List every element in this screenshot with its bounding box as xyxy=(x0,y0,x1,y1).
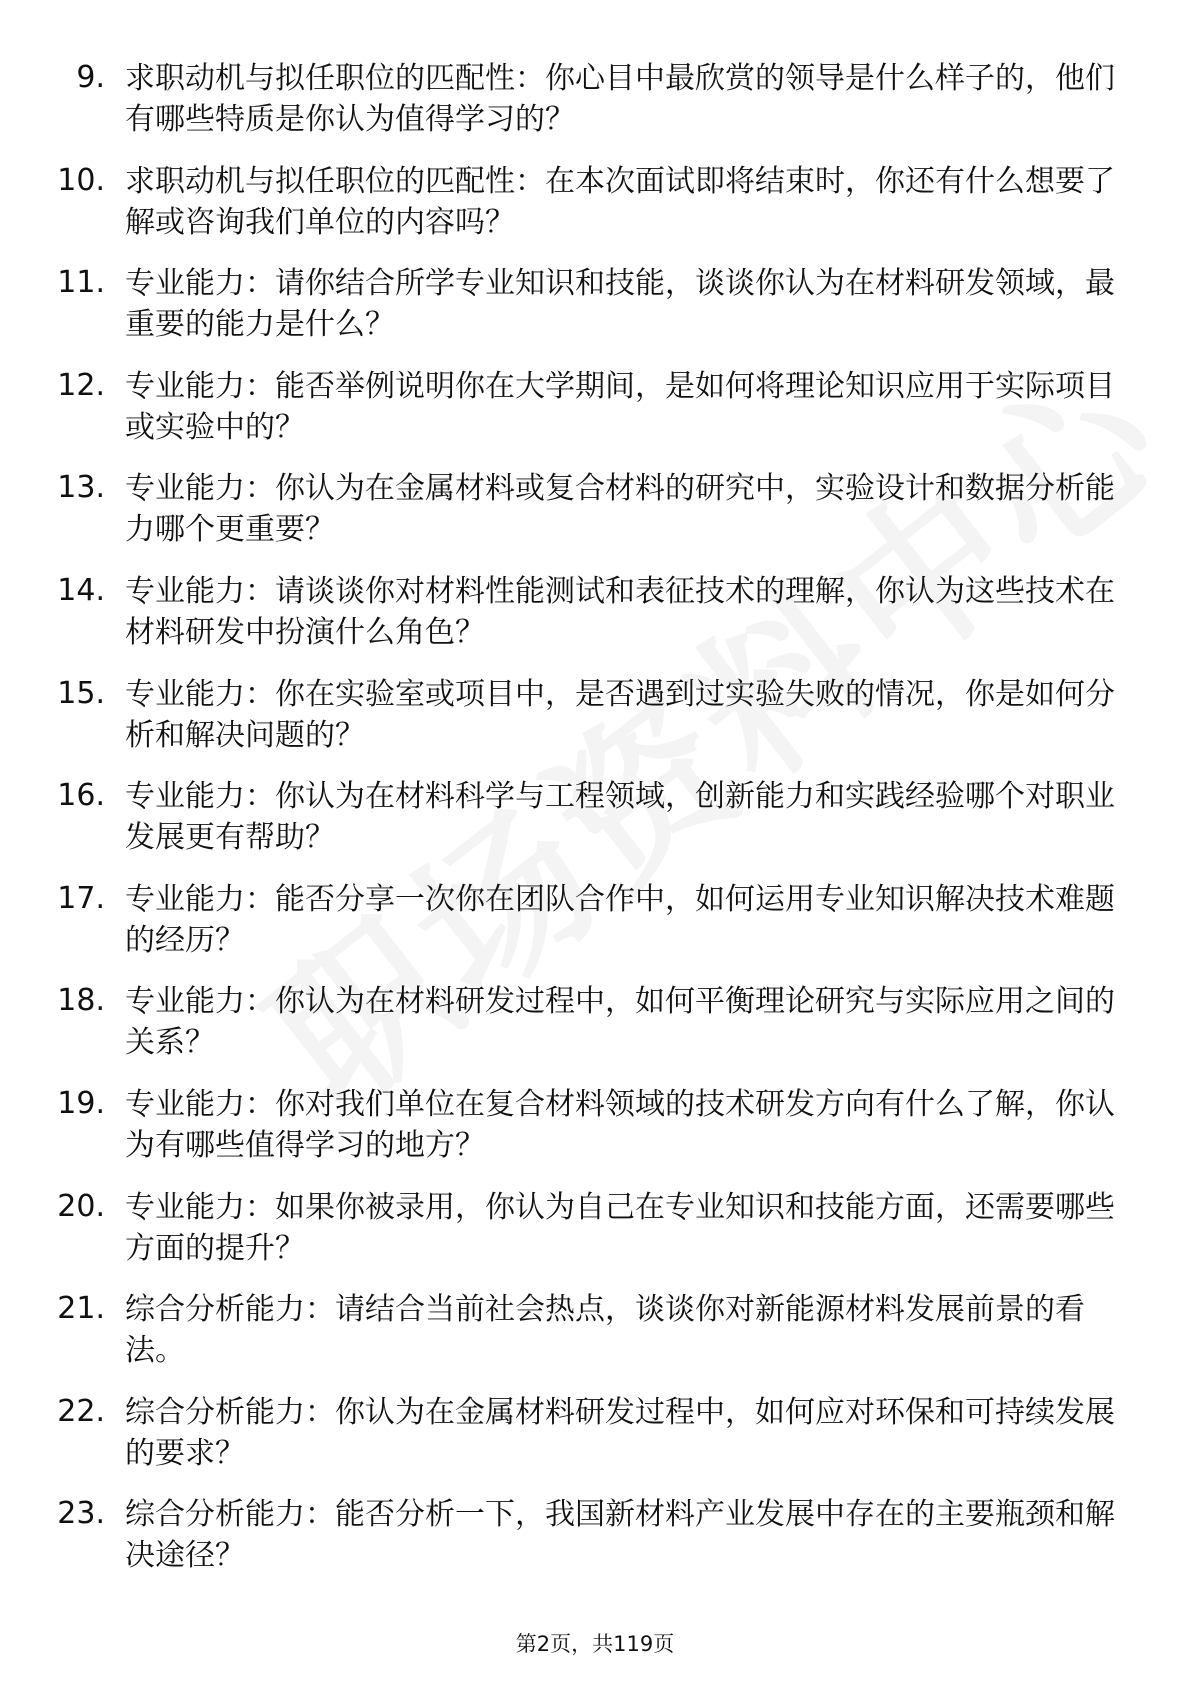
question-item xyxy=(0,1486,1190,1589)
question-number: 21. xyxy=(57,1291,105,1327)
question-text: 求职动机与拟任职位的匹配性：在本次面试即将结束时，你还有什么想要了解或咨询我们单位的内容吗？ xyxy=(125,163,1115,240)
question-number: 17. xyxy=(57,880,105,916)
question-text: 综合分析能力：你认为在金属材料研发过程中，如何应对环保和可持续发展的要求？ xyxy=(125,1394,1115,1471)
question-text: 专业能力：你认为在材料科学与工程领域，创新能力和实践经验哪个对职业发展更有帮助？ xyxy=(125,779,1115,856)
question-item xyxy=(0,1384,1190,1487)
question-item xyxy=(0,460,1190,563)
question-item xyxy=(0,153,1190,256)
question-item xyxy=(0,1076,1190,1179)
question-item xyxy=(0,1179,1190,1282)
question-number: 20. xyxy=(57,1188,105,1224)
question-text: 专业能力：你在实验室或项目中，是否遇到过实验失败的情况，你是如何分析和解决问题的？ xyxy=(125,676,1115,753)
question-number: 23. xyxy=(57,1496,105,1532)
question-number: 15. xyxy=(57,675,105,711)
question-number: 16. xyxy=(57,778,105,814)
question-text: 专业能力：你对我们单位在复合材料领域的技术研发方向有什么了解，你认为有哪些值得学习的地方？ xyxy=(125,1086,1115,1163)
question-list xyxy=(0,50,1190,1589)
question-number: 9. xyxy=(76,60,105,95)
question-item xyxy=(0,973,1190,1076)
question-item xyxy=(0,255,1190,358)
question-text: 专业能力：你认为在材料研发过程中，如何平衡理论研究与实际应用之间的关系？ xyxy=(125,984,1115,1061)
question-number: 13. xyxy=(57,470,105,506)
question-item xyxy=(0,666,1190,769)
question-number: 22. xyxy=(57,1393,105,1429)
question-text: 综合分析能力：能否分析一下，我国新材料产业发展中存在的主要瓶颈和解决途径？ xyxy=(125,1497,1115,1574)
question-number: 10. xyxy=(57,162,105,198)
question-text: 专业能力：能否分享一次你在团队合作中，如何运用专业知识解决技术难题的经历？ xyxy=(125,881,1115,958)
question-item xyxy=(0,50,1190,153)
question-number: 11. xyxy=(57,265,105,301)
question-item xyxy=(0,1281,1190,1384)
page-footer: 第2页，共119页 xyxy=(515,1632,675,1656)
question-text: 综合分析能力：请结合当前社会热点，谈谈你对新能源材料发展前景的看法。 xyxy=(125,1292,1085,1369)
question-item xyxy=(0,358,1190,461)
question-text: 求职动机与拟任职位的匹配性：你心目中最欣赏的领导是什么样子的，他们有哪些特质是你认为值得学习的？ xyxy=(125,61,1115,137)
question-text: 专业能力：如果你被录用，你认为自己在专业知识和技能方面，还需要哪些方面的提升？ xyxy=(125,1189,1115,1266)
question-number: 12. xyxy=(57,367,105,403)
question-text: 专业能力：能否举例说明你在大学期间，是如何将理论知识应用于实际项目或实验中的？ xyxy=(125,368,1115,445)
question-text: 专业能力：请谈谈你对材料性能测试和表征技术的理解，你认为这些技术在材料研发中扮演什么角色？ xyxy=(125,573,1115,650)
question-number: 14. xyxy=(57,572,105,608)
question-item xyxy=(0,563,1190,666)
question-text: 专业能力：请你结合所学专业知识和技能，谈谈你认为在材料研发领域，最重要的能力是什么？ xyxy=(125,266,1115,343)
question-number: 18. xyxy=(57,983,105,1019)
question-text: 专业能力：你认为在金属材料或复合材料的研究中，实验设计和数据分析能力哪个更重要？ xyxy=(125,471,1115,548)
question-item xyxy=(0,871,1190,974)
question-number: 19. xyxy=(57,1085,105,1121)
question-item xyxy=(0,768,1190,871)
